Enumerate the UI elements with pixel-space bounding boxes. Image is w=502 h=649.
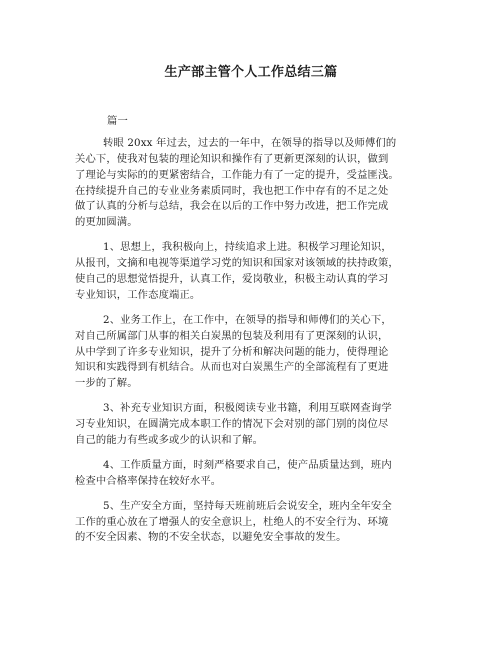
spacer <box>75 304 435 313</box>
paragraph-line: 使自己的思想觉悟提升，认真工作，爱岗敬业，积极主动认真的学习 <box>75 273 389 286</box>
document-body <box>75 114 435 546</box>
paragraph-line: 从中学到了许多专业知识，提升了分析和解决问题的能力，使得理论 <box>75 345 389 358</box>
paragraph-line: 习专业知识，在圆满完成本职工作的情况下会对别的部门别的岗位尽 <box>75 418 389 431</box>
paragraph-line: 了理论与实际的的更紧密结合，工作能力有了一定的提升，受益匪浅。 <box>75 168 399 181</box>
paragraph-line: 检查中合格率保持在较好水平。 <box>75 474 222 487</box>
paragraph-line: 自己的能力有些或多或少的认识和了解。 <box>75 434 264 447</box>
paragraph-line: 转眼 20xx 年过去，过去的一年中，在领导的指导以及师傅们的 <box>103 136 397 149</box>
spacer <box>75 231 435 240</box>
paragraph-line: 工作的重心放在了增强人的安全意识上，杜绝人的不安全行为、环境 <box>75 515 389 528</box>
paragraph-line: 从报刊，文摘和电视等渠道学习党的知识和国家对该领域的扶持政策， <box>75 257 399 270</box>
paragraph-2 <box>75 240 435 304</box>
paragraph-line: 专业知识，工作态度端正。 <box>75 288 201 301</box>
paragraph-line: 3、补充专业知识方面，积极阅读专业书籍，利用互联网查询学 <box>103 402 392 415</box>
paragraph-line: 一步的了解。 <box>75 377 138 390</box>
paragraph-4 <box>75 401 435 449</box>
spacer <box>75 449 435 458</box>
paragraph-line: 对自己所属部门从事的相关白炭黑的包装及利用有了更深刻的认识， <box>75 329 389 342</box>
paragraph-3 <box>75 313 435 392</box>
paragraph-line: 1、思想上，我积极向上，持续追求上进。积极学习理论知识， <box>103 241 392 254</box>
document-title: 生产部主管个人工作总结三篇 <box>164 65 338 80</box>
paragraph-line: 的不安全因素、物的不安全状态，以避免安全事故的发生。 <box>75 531 347 544</box>
section-label: 篇一 <box>107 115 128 127</box>
paragraph-line: 的更加圆满。 <box>75 216 138 229</box>
paragraph-6 <box>75 499 435 547</box>
spacer <box>75 490 435 499</box>
paragraph-line: 2、业务工作上，在工作中，在领导的指导和师傅们的关心下， <box>103 313 392 326</box>
paragraph-5 <box>75 458 435 490</box>
paragraph-line: 5、生产安全方面，坚持每天班前班后会说安全，班内全年安全 <box>103 499 392 512</box>
paragraph-1 <box>75 136 435 231</box>
paragraph-line: 在持续提升自己的专业业务素质同时，我也把工作中存有的不足之处 <box>75 184 389 197</box>
paragraph-line: 知识和实践得到有机结合。从而也对白炭黑生产的全部流程有了更进 <box>75 361 389 374</box>
spacer <box>75 392 435 401</box>
paragraph-line: 4、工作质量方面，时刻严格要求自己，使产品质量达到，班内 <box>103 458 392 471</box>
paragraph-line: 做了认真的分析与总结，我会在以后的工作中努力改进，把工作完成 <box>75 200 389 213</box>
paragraph-line: 关心下，使我对包装的理论知识和操作有了更新更深刻的认识，做到 <box>75 152 389 165</box>
